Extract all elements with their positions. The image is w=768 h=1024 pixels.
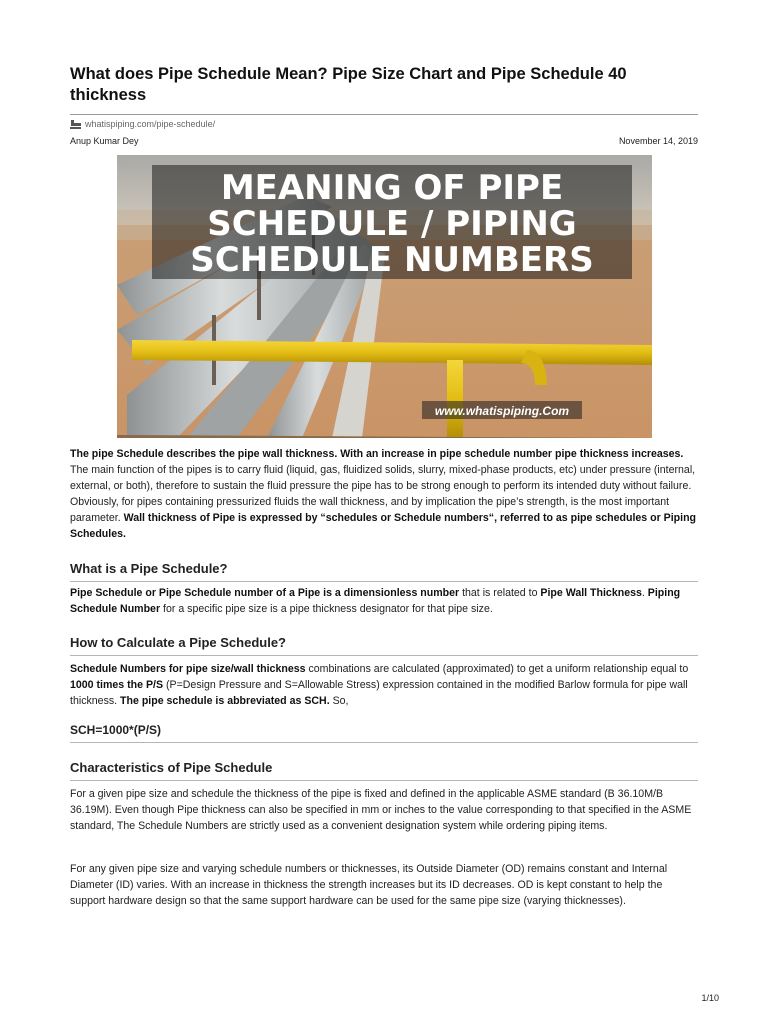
byline [70, 136, 698, 146]
source-line [70, 118, 698, 130]
article-title: What does Pipe Schedule Mean? Pipe Size Chart and Pipe Schedule 40 thickness [70, 65, 627, 104]
hero-title-line-3: SCHEDULE NUMBERS [190, 240, 594, 280]
section-calculate-text: Schedule Numbers for pipe size/wall thickness combinations are calculated (approximated) to get a uniform relationship equal to 1000 times the P/S (P=Design Pressure and S=Allowable Stress) expression contained in the modified Barlow formula for pipe wall thickness. The pipe schedule is abbreviated as SCH. So, [70, 663, 689, 707]
hero-image [117, 155, 652, 438]
hero-title-line-1: MEANING OF PIPE [220, 168, 564, 208]
intro-paragraph: The pipe Schedule describes the pipe wall thickness. With an increase in pipe schedule number pipe thickness increases. The main function of the pipes is to carry fluid (liquid, gas, fluidized solids, slurry, mixed-phase products, etc) under pressure (internal, external, or both), therefore to sustain the fluid pressure the pipe has to be strong enough to perform its intended duty without failure. Obviously, for pipes containing pressurized fluids the wall thickness, and by implication the pipe’s strength, is the most important parameter. Wall thickness of Pipe is expressed by “schedules or Schedule numbers“, referred to as pipe schedules or Piping Schedules. [70, 448, 697, 540]
page-number: 1/10 [701, 993, 719, 1003]
section-characteristics-p1: For a given pipe size and schedule the thickness of the pipe is fixed and defined in the applicable ASME standard (B 36.10M/B 36.19M). Even though Pipe thickness can also be specified in mm or inches to the value corresponding to that specified in the ASME standard, The Schedule Numbers are strictly used as a convenient designation system while ordering piping items. [70, 788, 692, 832]
author: Anup Kumar Dey [70, 136, 139, 146]
section-what-is-text: Pipe Schedule or Pipe Schedule number of a Pipe is a dimensionless number that is related to Pipe Wall Thickness. Piping Schedule Number for a specific pipe size is a pipe thickness designator for that pipe size. [70, 587, 681, 615]
site-icon [70, 119, 81, 129]
section-heading-calculate: How to Calculate a Pipe Schedule? [70, 635, 698, 656]
hero-watermark: www.whatispiping.Com [434, 404, 570, 418]
title-divider [70, 114, 698, 115]
section-heading-characteristics: Characteristics of Pipe Schedule [70, 760, 698, 781]
article-header [70, 64, 698, 146]
source-url[interactable]: whatispiping.com/pipe-schedule/ [85, 119, 216, 129]
publish-date: November 14, 2019 [618, 136, 698, 146]
section-heading-what-is: What is a Pipe Schedule? [70, 561, 698, 582]
formula: SCH=1000*(P/S) [70, 723, 698, 743]
section-characteristics-p2: For any given pipe size and varying schedule numbers or thicknesses, its Outside Diameter (OD) remains constant and Internal Diameter (ID) varies. With an increase in thickness the strength increases but its ID decreases. OD is kept constant to help the support hardware design so that the same support hardware can be used for the same pipe size (varying thicknesses). [70, 863, 668, 907]
hero-title-line-2: SCHEDULE / PIPING [207, 204, 577, 244]
